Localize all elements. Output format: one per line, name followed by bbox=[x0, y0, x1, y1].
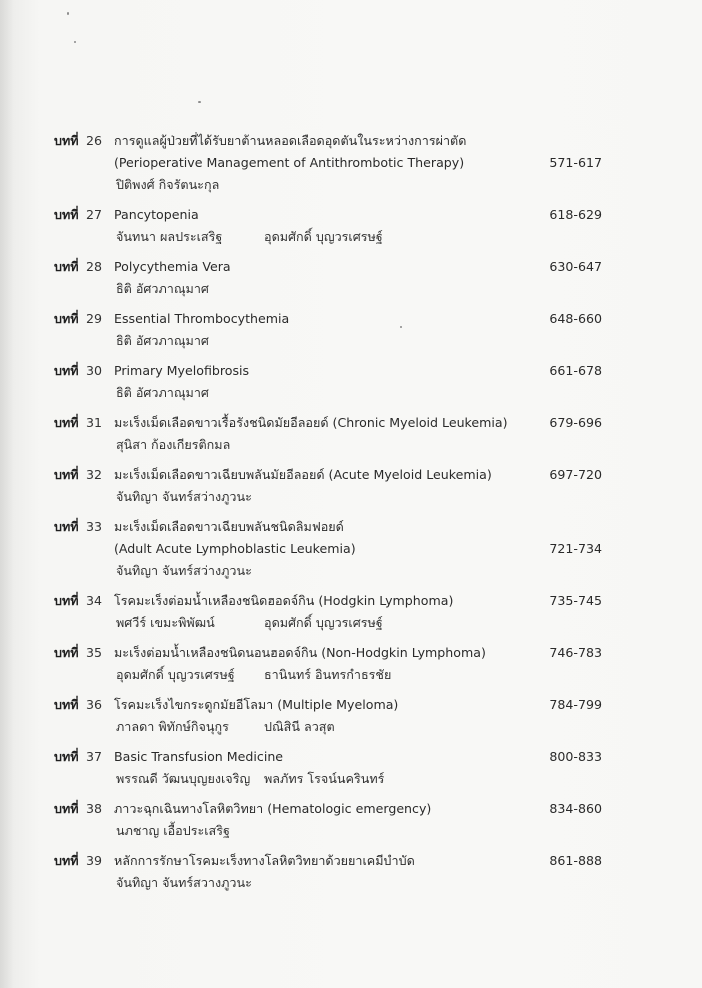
author-list bbox=[116, 612, 412, 634]
chapter-title: (Perioperative Management of Antithrombotic Therapy) bbox=[114, 155, 465, 170]
toc-entry bbox=[54, 412, 614, 456]
page-range: 800-833 bbox=[549, 749, 602, 764]
chapter-label: บทที่ bbox=[54, 311, 79, 326]
page-range: 721-734 bbox=[549, 541, 602, 556]
title-line bbox=[54, 746, 614, 768]
toc-entry bbox=[54, 694, 614, 738]
toc-entry bbox=[54, 204, 614, 248]
author-list bbox=[116, 278, 264, 300]
toc-entry bbox=[54, 516, 614, 582]
page-range: 618-629 bbox=[549, 207, 602, 222]
title-line bbox=[54, 412, 614, 434]
table-of-contents bbox=[54, 130, 614, 902]
chapter-label: บทที่ bbox=[54, 415, 79, 430]
title-line bbox=[54, 464, 614, 486]
title-line bbox=[54, 850, 614, 872]
author-line bbox=[54, 768, 614, 790]
chapter-label: บทที่ bbox=[54, 519, 79, 534]
author-line bbox=[54, 560, 614, 582]
author-name: จันทิญา จันทร์สวางภูวนะ bbox=[116, 875, 252, 890]
toc-entry bbox=[54, 130, 614, 196]
page-range: 679-696 bbox=[549, 415, 602, 430]
chapter-title: Basic Transfusion Medicine bbox=[114, 749, 284, 764]
chapter-title: การดูแลผู้ป่วยที่ได้รับยาต้านหลอดเลือดอุดตันในระหว่างการผ่าตัด bbox=[114, 133, 467, 148]
author-list bbox=[116, 872, 264, 894]
chapter-title: โรคมะเร็งไขกระดูกมัยอีโลมา (Multiple Myeloma) bbox=[114, 697, 399, 712]
toc-entry bbox=[54, 850, 614, 894]
chapter-number: 29 bbox=[86, 311, 103, 326]
chapter-number: 31 bbox=[86, 415, 103, 430]
chapter-number: 39 bbox=[86, 853, 103, 868]
chapter-label: บทที่ bbox=[54, 363, 79, 378]
author-line bbox=[54, 278, 614, 300]
author-name: ธิติ อัศวภาณุมาศ bbox=[116, 385, 209, 400]
author-name: พรรณดี วัฒนบุญยงเจริญ bbox=[116, 771, 251, 786]
author-name: ปิติพงศ์ กิจรัตนะกุล bbox=[116, 177, 220, 192]
chapter-title: Polycythemia Vera bbox=[114, 259, 231, 274]
title-line bbox=[54, 590, 614, 612]
chapter-label: บทที่ bbox=[54, 801, 79, 816]
author-list bbox=[116, 174, 264, 196]
chapter-number: 32 bbox=[86, 467, 103, 482]
toc-entry bbox=[54, 256, 614, 300]
chapter-label: บทที่ bbox=[54, 593, 79, 608]
author-line bbox=[54, 174, 614, 196]
author-line bbox=[54, 434, 614, 456]
title-line bbox=[54, 538, 614, 560]
author-name: สุนิสา ก้องเกียรติกมล bbox=[116, 437, 231, 452]
toc-entry bbox=[54, 464, 614, 508]
title-line bbox=[54, 694, 614, 716]
page-range: 735-745 bbox=[549, 593, 602, 608]
author-line bbox=[54, 716, 614, 738]
page-range: 861-888 bbox=[549, 853, 602, 868]
chapter-label: บทที่ bbox=[54, 697, 79, 712]
author-name: พศวีร์ เขมะพิพัฒน์ bbox=[116, 615, 215, 630]
title-line bbox=[54, 360, 614, 382]
author-line bbox=[54, 664, 614, 686]
page-range: 571-617 bbox=[549, 155, 602, 170]
author-name: อุดมศักดิ์ บุญวรเศรษฐ์ bbox=[116, 667, 235, 682]
chapter-title: มะเร็งเม็ดเลือดขาวเฉียบพลันมัยอีลอยด์ (Acute Myeloid Leukemia) bbox=[114, 467, 492, 482]
author-list bbox=[116, 664, 412, 686]
author-line bbox=[54, 872, 614, 894]
author-name: ภาลดา พิทักษ์กิจนุกูร bbox=[116, 719, 229, 734]
page-range: 661-678 bbox=[549, 363, 602, 378]
title-line bbox=[54, 130, 614, 152]
page-range: 648-660 bbox=[549, 311, 602, 326]
author-line bbox=[54, 486, 614, 508]
chapter-label: บทที่ bbox=[54, 207, 79, 222]
page-range: 697-720 bbox=[549, 467, 602, 482]
chapter-label: บทที่ bbox=[54, 749, 79, 764]
author-line bbox=[54, 330, 614, 352]
chapter-label: บทที่ bbox=[54, 645, 79, 660]
page-range: 834-860 bbox=[549, 801, 602, 816]
author-list bbox=[116, 716, 412, 738]
chapter-number: 38 bbox=[86, 801, 103, 816]
chapter-title: Primary Myelofibrosis bbox=[114, 363, 250, 378]
author-line bbox=[54, 820, 614, 842]
toc-entry bbox=[54, 798, 614, 842]
chapter-number: 27 bbox=[86, 207, 103, 222]
author-name: อุดมศักดิ์ บุญวรเศรษฐ์ bbox=[264, 615, 383, 630]
page-range: 746-783 bbox=[549, 645, 602, 660]
chapter-number: 33 bbox=[86, 519, 103, 534]
chapter-number: 37 bbox=[86, 749, 103, 764]
toc-entry bbox=[54, 308, 614, 352]
author-line bbox=[54, 612, 614, 634]
author-list bbox=[116, 330, 264, 352]
chapter-number: 30 bbox=[86, 363, 103, 378]
chapter-title: มะเร็งต่อมน้ำเหลืองชนิดนอนฮอดจ์กิน (Non-Hodgkin Lymphoma) bbox=[114, 645, 486, 660]
title-line bbox=[54, 642, 614, 664]
author-list bbox=[116, 226, 412, 248]
chapter-number: 36 bbox=[86, 697, 103, 712]
author-name: นภชาญ เอื้อประเสริฐ bbox=[116, 823, 230, 838]
author-list bbox=[116, 434, 264, 456]
author-list bbox=[116, 560, 264, 582]
chapter-title: โรคมะเร็งต่อมน้ำเหลืองชนิดฮอดจ์กิน (Hodgkin Lymphoma) bbox=[114, 593, 454, 608]
chapter-title: Pancytopenia bbox=[114, 207, 199, 222]
chapter-number: 26 bbox=[86, 133, 103, 148]
author-name: ธิติ อัศวภาณุมาศ bbox=[116, 333, 209, 348]
title-line bbox=[54, 798, 614, 820]
author-list bbox=[116, 486, 264, 508]
author-list bbox=[116, 382, 264, 404]
author-name: จันทิญา จันทร์สว่างภูวนะ bbox=[116, 563, 252, 578]
author-name: ธานินทร์ อินทรกำธรชัย bbox=[264, 667, 392, 682]
title-line bbox=[54, 152, 614, 174]
author-list bbox=[116, 820, 264, 842]
author-line bbox=[54, 226, 614, 248]
page-range: 630-647 bbox=[549, 259, 602, 274]
author-name: ปณิสินี ลวสุต bbox=[264, 719, 335, 734]
chapter-title: มะเร็งเม็ดเลือดขาวเฉียบพลันชนิดลิมฟอยด์ bbox=[114, 519, 344, 534]
author-list bbox=[116, 768, 412, 790]
author-name: ธิติ อัศวภาณุมาศ bbox=[116, 281, 209, 296]
page-range: 784-799 bbox=[549, 697, 602, 712]
chapter-title: (Adult Acute Lymphoblastic Leukemia) bbox=[114, 541, 356, 556]
title-line bbox=[54, 204, 614, 226]
toc-entry bbox=[54, 360, 614, 404]
title-line bbox=[54, 308, 614, 330]
author-name: พลภัทร โรจน์นครินทร์ bbox=[264, 771, 385, 786]
author-name: จันทิญา จันทร์สว่างภูวนะ bbox=[116, 489, 252, 504]
chapter-title: หลักการรักษาโรคมะเร็งทางโลหิตวิทยาด้วยยาเคมีบำบัด bbox=[114, 853, 415, 868]
chapter-label: บทที่ bbox=[54, 133, 79, 148]
author-line bbox=[54, 382, 614, 404]
toc-entry bbox=[54, 590, 614, 634]
chapter-title: มะเร็งเม็ดเลือดขาวเรื้อรังชนิดมัยอีลอยด์ (Chronic Myeloid Leukemia) bbox=[114, 415, 508, 430]
chapter-number: 35 bbox=[86, 645, 103, 660]
title-line bbox=[54, 516, 614, 538]
chapter-title: Essential Thrombocythemia bbox=[114, 311, 290, 326]
title-line bbox=[54, 256, 614, 278]
chapter-number: 34 bbox=[86, 593, 103, 608]
chapter-label: บทที่ bbox=[54, 853, 79, 868]
chapter-label: บทที่ bbox=[54, 259, 79, 274]
chapter-number: 28 bbox=[86, 259, 103, 274]
chapter-label: บทที่ bbox=[54, 467, 79, 482]
chapter-title: ภาวะฉุกเฉินทางโลหิตวิทยา (Hematologic emergency) bbox=[114, 801, 432, 816]
toc-entry bbox=[54, 746, 614, 790]
author-name: จันทนา ผลประเสริฐ bbox=[116, 229, 223, 244]
author-name: อุดมศักดิ์ บุญวรเศรษฐ์ bbox=[264, 229, 383, 244]
toc-entry bbox=[54, 642, 614, 686]
